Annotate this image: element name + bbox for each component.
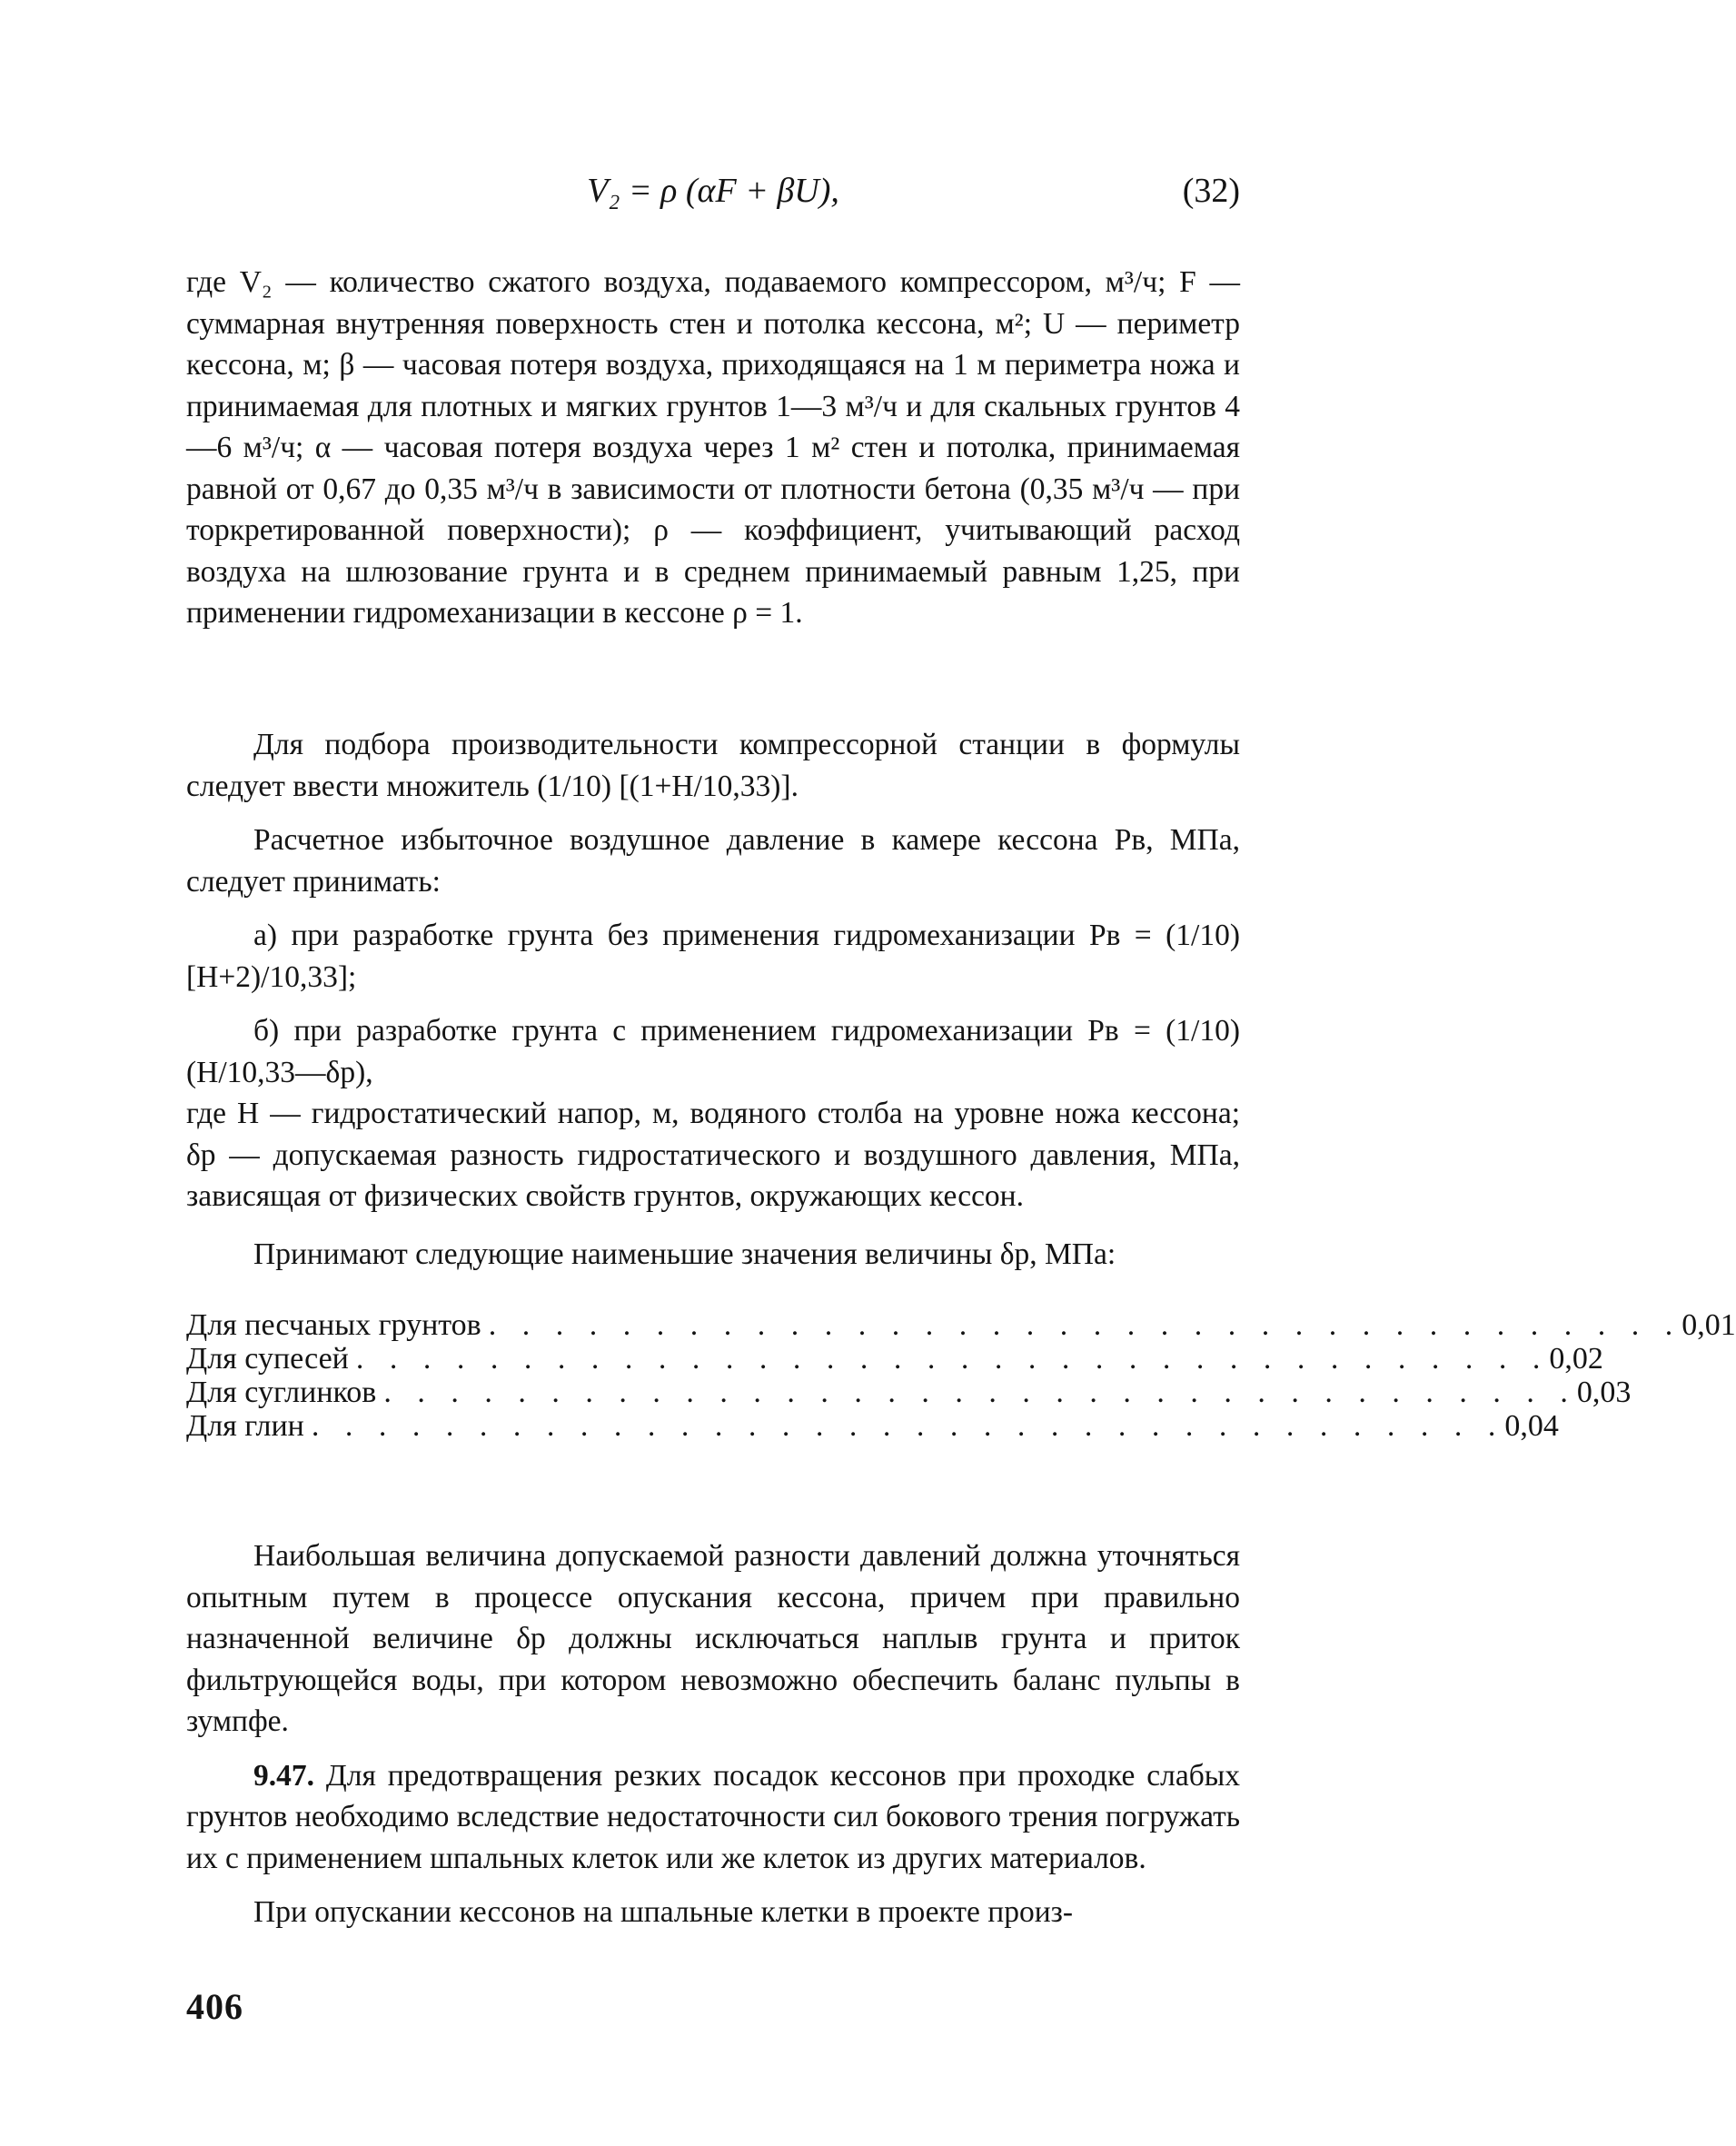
pressure-paragraph-block <box>186 724 1240 1275</box>
where-h-paragraph: где H — гидростатический напор, м, водяного столба на уровне ножа кессона; δр — допускаемая разность гидростатического и воздушного давления, МПа, зависящая от физических свойств грунтов, окружающих кессон. <box>186 1097 1240 1213</box>
case-a-paragraph: а) при разработке грунта без применения гидромеханизации Pв = (1/10) [H+2)/10,33]; <box>186 919 1240 994</box>
table-row-value: 0,02 <box>1549 1342 1603 1376</box>
table-row-label: Для песчаных грунтов <box>186 1308 481 1342</box>
table-row-label: Для суглинков <box>186 1376 377 1409</box>
formula-number: (32) <box>1182 172 1240 210</box>
sleeper-cages-paragraph: При опускании кессонов на шпальные клетки в проекте произ- <box>253 1895 1074 1929</box>
case-b-paragraph: б) при разработке грунта с применением гидромеханизации Pв = (1/10) (H/10,33—δр), <box>186 1014 1240 1089</box>
table-row-label: Для супесей <box>186 1342 349 1376</box>
table-row-value: 0,04 <box>1504 1409 1559 1443</box>
leader-dots: . . . . . . . . . . . . . . . . . . . . . . . . . . . . . . . . . . . . <box>383 1376 1577 1409</box>
definitions-paragraph-block <box>186 262 1240 634</box>
table-row <box>186 1308 1736 1342</box>
table-row <box>186 1409 1559 1443</box>
table-row-value: 0,03 <box>1576 1376 1632 1409</box>
formula-32 <box>186 171 1240 225</box>
soil-values-table <box>186 1308 1736 1443</box>
min-values-paragraph: Принимают следующие наименьшие значения величины δр, МПа: <box>253 1237 1116 1271</box>
formula-expression: V₂ = ρ (αF + βU), <box>587 172 839 210</box>
section-9-47-text: Для предотвращения резких посадок кессонов при проходке слабых грунтов необходимо вследствие недостаточности сил бокового трения погружать их с применением шпальных клеток или же клеток из других материалов. <box>186 1758 1240 1875</box>
compressor-multiplier-paragraph: Для подбора производительности компрессорной станции в формулы следует ввести множитель (1/10) [(1+H/10,33)]. <box>186 728 1240 803</box>
leader-dots: . . . . . . . . . . . . . . . . . . . . . . . . . . . . . . . . . . . . <box>311 1409 1505 1443</box>
pressure-difference-paragraph: Наибольшая величина допускаемой разности давлений должна уточняться опытным путем в процессе опускания кессона, причем при правильно назначенной величине δр должны исключаться наплыв грунта и приток фильтрующейся воды, при котором невозможно обеспечить баланс пульпы в зумпфе. <box>186 1539 1240 1738</box>
table-row <box>186 1376 1632 1409</box>
section-9-47-paragraph <box>186 1755 1240 1880</box>
leader-dots: . . . . . . . . . . . . . . . . . . . . . . . . . . . . . . . . . . . . <box>488 1308 1682 1342</box>
definitions-paragraph: где V₂ — количество сжатого воздуха, подаваемого компрессором, м³/ч; F — суммарная внутренняя поверхность стен и потолка кессона, м²; U — периметр кессона, м; β — часовая потеря воздуха, приходящаяся на 1 м периметра ножа и принимаемая для плотных и мягких грунтов 1—3 м³/ч и для скальных грунтов 4—6 м³/ч; α — часовая потеря воздуха через 1 м² стен и потолка, принимаемая равной от 0,67 до 0,35 м³/ч в зависимости от плотности бетона (0,35 м³/ч — при торкретированной поверхности); ρ — коэффициент, учитывающий расход воздуха на шлюзование грунта и в среднем принимаемый равным 1,25, при применении гидромеханизации в кессоне ρ = 1. <box>186 265 1240 630</box>
section-number: 9.47. <box>253 1758 314 1793</box>
pressure-intro-paragraph: Расчетное избыточное воздушное давление в камере кессона Pв, МПа, следует принимать: <box>186 823 1240 899</box>
closing-paragraph-block <box>186 1535 1240 1933</box>
table-row-label: Для глин <box>186 1409 304 1443</box>
table-row-value: 0,01 <box>1681 1308 1736 1342</box>
table-row <box>186 1342 1603 1376</box>
leader-dots: . . . . . . . . . . . . . . . . . . . . . . . . . . . . . . . . . . . . <box>355 1342 1550 1376</box>
page-number: 406 <box>186 1986 243 2027</box>
